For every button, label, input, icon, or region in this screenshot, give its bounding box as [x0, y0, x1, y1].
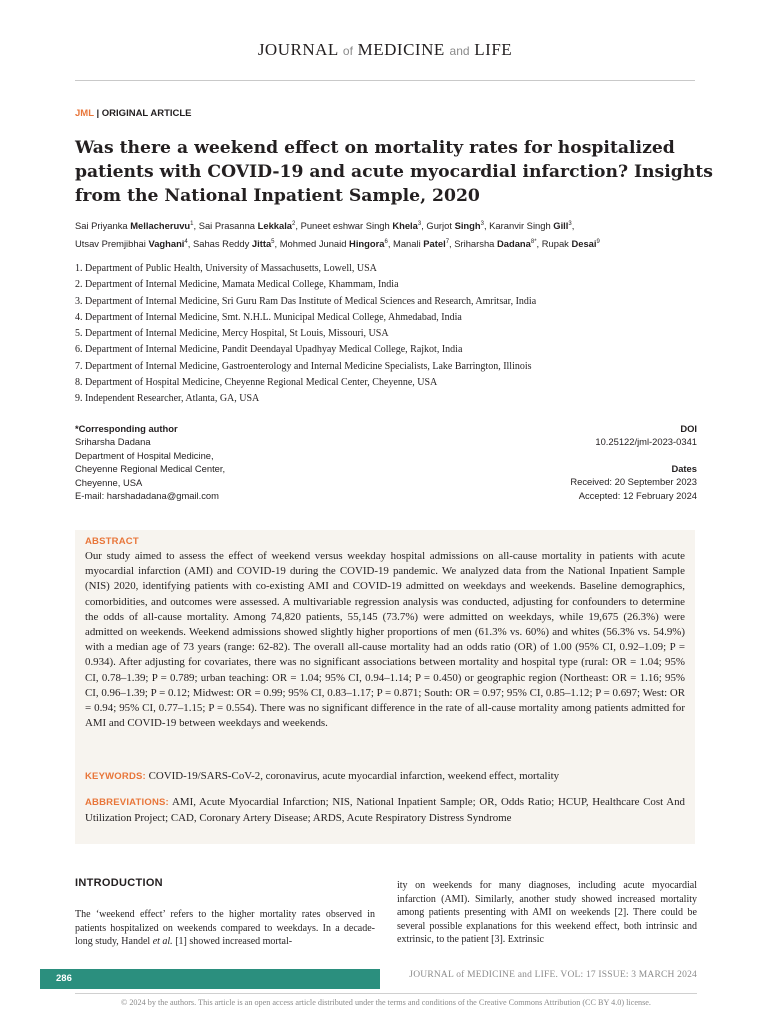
affiliation: 5. Department of Internal Medicine, Mercy Hospital, St Louis, Missouri, USA [75, 328, 389, 340]
page-number-badge [40, 969, 380, 989]
author-first-name: Puneet eshwar Singh [300, 220, 393, 232]
author-affiliation-marker: 4 [184, 239, 188, 246]
journal-name-of: of [342, 44, 353, 58]
keywords [85, 769, 685, 784]
author-list: Sai Priyanka Mellacheruvu$^1$, Sai Prasanna Lekkala$^2$, Puneet eshwar Singh Khela$^3$, Gurjot Singh$^3$, Karanvir Singh Gill$^3$, Utsav Premjibhai Vaghani$^4$, Sahas Reddy Jitta$^5$, Mohmed Junaid Hingora$^6$, Manali Patel$^7$, Sriharsha Dadana$^{8*}$, Rupak Desai$^9$ [75, 220, 600, 250]
author-first-name: Sahas Reddy [192, 238, 252, 250]
author-first-name: Mohmed Junaid [279, 238, 350, 250]
corresponding-author-name: Sriharsha Dadana [75, 436, 151, 448]
author-first-name: Sai Prasanna [198, 220, 258, 232]
author [542, 238, 600, 249]
author-last-name: Dadana [496, 238, 531, 250]
article-type: ORIGINAL ARTICLE [101, 108, 192, 119]
corresponding-author-institution: Cheyenne Regional Medical Center, [75, 463, 226, 475]
author-affiliation-marker: 1 [190, 221, 194, 227]
abstract-heading: ABSTRACT [85, 536, 139, 547]
journal-name-part3: LIFE [474, 40, 513, 59]
affiliation: 8. Department of Hospital Medicine, Cheyenne Regional Medical Center, Cheyenne, USA [75, 377, 438, 389]
article-type-tag [75, 108, 192, 119]
abbreviations-heading: ABBREVIATIONS: [85, 797, 169, 808]
author [426, 220, 484, 231]
author-affiliation-marker: 6 [384, 239, 388, 246]
author [489, 220, 572, 231]
header-divider [75, 80, 695, 81]
author [301, 220, 422, 231]
corresponding-author-block [75, 422, 335, 502]
abstract-text: Our study aimed to assess the effect of weekend versus weekday hospital admissions on all-cause mortality in patients with acute myocardial infarction (AMI) and COVID-19 during the COVID-19 pandemic. We analyzed data from the National Inpatient Sample (NIS) 2020, identifying patients with co-existing AMI and COVID-19 admitted on weekdays and weekends. Baseline demographics, comorbidities, and outcomes were assessed. A multivariable regression analysis was conducted, adjusting for confounders to determine the odds of all-cause mortality. Among 74,820 patients, 55,145 (73.7%) were admitted on weekdays, while 19,675 (26.3%) were admitted on weekends. Weekend admissions showed slightly higher proportions of men (61.3% vs. 60%) and whites (56.3% vs. 54.9%) with a median age of 73 years (range: 62-82). The overall all-cause mortality had an odds ratio (OR) of 1.00 (95% CI, 0.92–1.09; P = 0.934). After adjusting for covariates, there was no significant associations between mortality and hospital type (rural: OR = 1.04; 95% CI, 0.78–1.39; P = 0.789; urban teaching: OR = 1.04; 95% CI, 0.94–1.14; P = 0.450) or geographic region (Northeast: OR = 1.16; 95% CI, 0.96–1.39; P = 0.12; Midwest: OR = 0.99; 95% CI, 0.83–1.17; P = 0.871; South: OR = 0.97; 95% CI, 0.85–1.12; P = 0.697; West: OR = 0.94; 95% CI, 0.77–1.15; P = 0.554). There was no significant difference in the rate of all-cause mortality among patients admitted for AMI and COVID-19 between weekdays and weekends. [85, 550, 685, 730]
doi-link[interactable]: 10.25122/jml-2023-0341 [595, 436, 697, 448]
tag-separator: | [96, 108, 100, 119]
intro-text-b: [1] showed increased mortal- [172, 936, 293, 947]
abbreviations [85, 795, 685, 826]
author [393, 238, 449, 249]
author-affiliation-marker: 7 [445, 239, 450, 246]
journal-header [0, 40, 770, 60]
doi-heading: DOI [680, 423, 697, 434]
affiliation: 3. Department of Internal Medicine, Sri Guru Ram Das Institute of Medical Sciences and Research, Amritsar, India [75, 295, 537, 307]
author-first-name: Gurjot [426, 220, 455, 232]
author-affiliation-marker: 3 [417, 221, 422, 227]
author [75, 238, 188, 249]
copyright-notice: © 2024 by the authors. This article is an open access article distributed under the terms and conditions of the Creative Commons Attribution (CC BY 4.0) license. [121, 998, 651, 1007]
affiliation: 4. Department of Internal Medicine, Smt. N.H.L. Municipal Medical College, Ahmedabad, India [75, 311, 462, 323]
doi-dates-block [440, 422, 697, 502]
page-number: 286 [56, 973, 72, 984]
author-affiliation-marker: 2 [292, 221, 296, 227]
author-first-name: Sai Priyanka [75, 220, 131, 232]
author-last-name: Khela [392, 220, 418, 232]
author-affiliation-marker: 9 [596, 239, 600, 246]
footer-divider [75, 993, 697, 994]
affiliation: 2. Department of Internal Medicine, Mamata Medical College, Khammam, India [75, 279, 399, 291]
author-last-name: Singh [454, 220, 481, 232]
abbreviations-text: AMI, Acute Myocardial Infarction; NIS, National Inpatient Sample; OR, Odds Ratio; HCUP, Healthcare Cost And Utilization Project; CAD, Coronary Artery Disease; ARDS, Acute Respiratory Distress Syndrome [85, 796, 685, 824]
affiliation: 7. Department of Internal Medicine, Gastroenterology and Internal Medicine Specialists, Lake Barrington, Illinois [75, 360, 532, 372]
dates-heading: Dates [671, 462, 697, 474]
affiliation: 6. Department of Internal Medicine, Pandit Deendayal Upadhyay Medical College, Rajkot, India [75, 344, 463, 356]
introduction-column-2: ity on weekends for many diagnoses, including acute myocardial infarction (AMI). Similarly, another study showed increased mortality among patients presenting with AMI on weekends [2]. There could be several possible explanations for this weekend effect, both intrinsic and extrinsic, to the patient [3]. Extrinsic [397, 880, 697, 945]
affiliation: 9. Independent Researcher, Atlanta, GA, USA [75, 393, 260, 405]
author-last-name: Lekkala [257, 220, 293, 232]
keywords-text: COVID-19/SARS-CoV-2, coronavirus, acute myocardial infarction, weekend effect, mortality [148, 770, 560, 782]
author-affiliation-marker: 8* [530, 239, 537, 246]
journal-abbrev: JML [75, 108, 94, 119]
corresponding-author-heading: *Corresponding author [75, 423, 178, 434]
author-last-name: Mellacheruvu [130, 220, 191, 232]
author-last-name: Jitta [251, 238, 272, 250]
author-first-name: Rupak [541, 238, 572, 250]
footer-journal-citation: JOURNAL of MEDICINE and LIFE. VOL: 17 ISSUE: 3 MARCH 2024 [409, 970, 697, 980]
author [454, 238, 536, 249]
keywords-heading: KEYWORDS: [85, 771, 146, 782]
intro-text-a: The ‘weekend effect’ refers to the higher mortality rates observed in patients hospitalized on weekends compared to weekdays. In a decade-long study, Handel [75, 909, 375, 947]
corresponding-author-email[interactable]: E-mail: harshadadana@gmail.com [75, 490, 219, 502]
journal-name-part2: MEDICINE [357, 40, 445, 59]
introduction-column-1 [75, 908, 375, 949]
journal-name-part1: JOURNAL [257, 40, 339, 59]
author [193, 238, 275, 249]
journal-name-and: and [449, 44, 470, 58]
author-first-name: Sriharsha [454, 238, 497, 250]
intro-text-italic: et al. [152, 936, 173, 947]
author [75, 220, 194, 231]
author [199, 220, 296, 231]
introduction-heading: INTRODUCTION [75, 877, 163, 889]
author-first-name: Manali [393, 238, 424, 250]
author-last-name: Patel [423, 238, 446, 250]
affiliation-list [75, 261, 715, 408]
author-last-name: Desai [571, 238, 597, 250]
article-title: Was there a weekend effect on mortality rates for hospitalized patients with COVID-19 and acute myocardial infarction? Insights from the National Inpatient Sample, 2020 [75, 138, 713, 206]
corresponding-author-dept: Department of Hospital Medicine, [75, 449, 214, 461]
author-affiliation-marker: 3 [568, 221, 572, 227]
author [280, 238, 388, 249]
received-date: Received: 20 September 2023 [570, 476, 697, 488]
affiliation: 1. Department of Public Health, University of Massachusetts, Lowell, USA [75, 263, 377, 274]
author-last-name: Hingora [349, 238, 385, 250]
author-first-name: Karanvir Singh [489, 220, 554, 232]
author-affiliation-marker: 5 [271, 239, 275, 246]
corresponding-author-location: Cheyenne, USA [75, 476, 143, 488]
accepted-date: Accepted: 12 February 2024 [578, 489, 697, 501]
author-last-name: Gill [553, 220, 569, 232]
author-first-name: Utsav Premjibhai [75, 238, 149, 250]
author-affiliation-marker: 3 [480, 221, 484, 227]
author-last-name: Vaghani [148, 238, 185, 250]
